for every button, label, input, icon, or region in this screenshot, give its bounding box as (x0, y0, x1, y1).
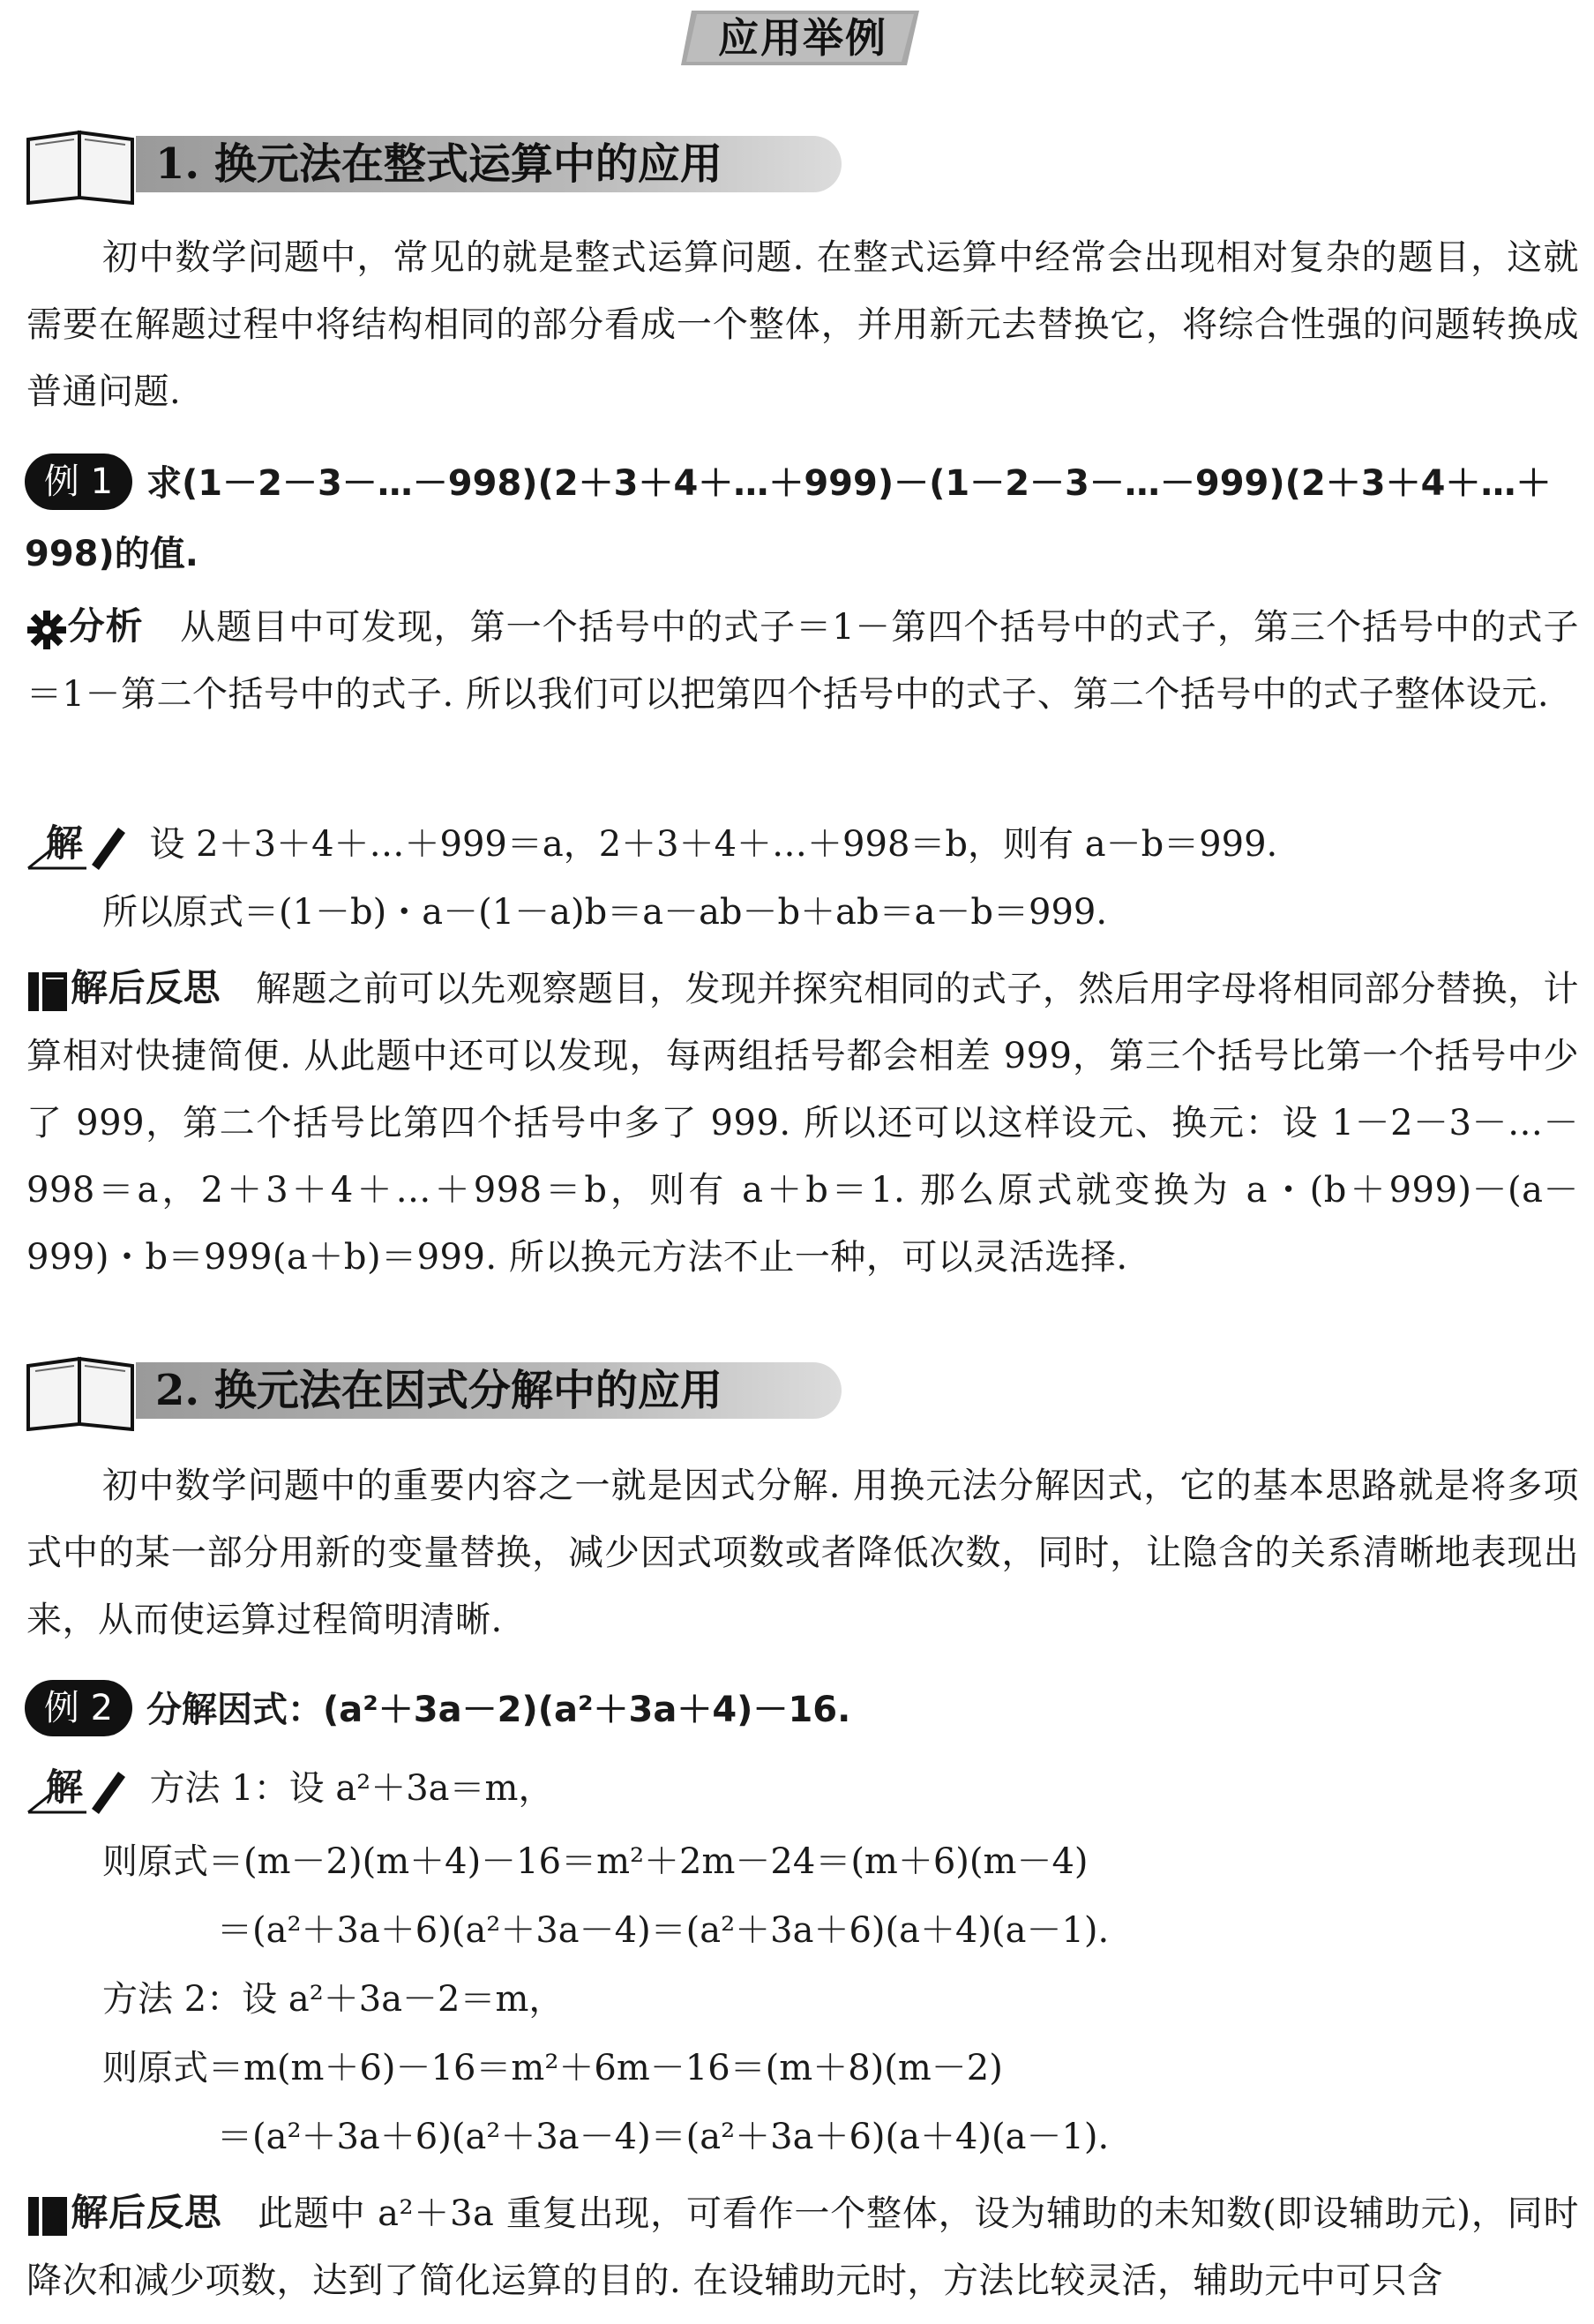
example2-line-1: 方法 1：设 a²＋3a＝m， (149, 1768, 554, 1809)
example2-line-4: 方法 2：设 a²＋3a－2＝m， (102, 1979, 565, 2020)
reflection-text: 解题之前可以先观察题目，发现并探究相同的式子，然后用字母将相同部分替换，计算相对快捷简便. 从此题中还可以发现，每两组括号都会相差 999，第三个括号比第一个括号中少了 999，第二个括号比第四个括号中多了 999. 所以还可以这样设元、换元：设 1－2－3－…－998＝a，2＋3＋4＋…＋998＝b，则有 a＋b＝1. 那么原式就变换为 a・(b＋999)－(a－999)・b＝999(a＋b)＝999. 所以换元方法不止一种，可以灵活选择. (26, 969, 1579, 1278)
example2-line-2: 则原式＝(m－2)(m＋4)－16＝m²＋2m－24＝(m＋6)(m－4) (102, 1841, 1089, 1882)
example1-question-line1: 求(1－2－3－…－998)(2＋3＋4＋…＋999)－(1－2－3－…－999)(2＋3＋4＋…＋ (146, 463, 1552, 504)
book-icon (23, 1350, 146, 1431)
example2 (25, 1675, 1577, 1745)
notebook-icon (26, 969, 71, 1015)
solution-label: 解 (46, 1765, 84, 1809)
section1-intro: 初中数学问题中，常见的就是整式运算问题. 在整式运算中经常会出现相对复杂的题目，这就需要在解题过程中将结构相同的部分看成一个整体，并用新元去替换它，将综合性强的问题转换成普通问题. (26, 237, 1579, 412)
section2-header (23, 1350, 826, 1431)
example1-question-line2: 998)的值. (25, 534, 198, 574)
example1-solution-row (25, 810, 1277, 878)
example1-solution-line2: 所以原式＝(1－b)・a－(1－a)b＝a－ab－b＋ab＝a－b＝999. (102, 892, 1108, 933)
reflection-text: 此题中 a²＋3a 重复出现，可看作一个整体，设为辅助的未知数(即设辅助元)，同时降次和减少项数，达到了简化运算的目的. 在设辅助元时，方法比较灵活，辅助元中可只含 (26, 2193, 1579, 2301)
reflection-label: 解后反思 (71, 966, 221, 1009)
analysis-text: 从题目中可发现，第一个括号中的式子＝1－第四个括号中的式子，第三个括号中的式子＝1－第二个括号中的式子. 所以我们可以把第四个括号中的式子、第二个括号中的式子整体设元. (26, 607, 1579, 715)
example2-line-3: ＝(a²＋3a＋6)(a²＋3a－4)＝(a²＋3a＋6)(a＋4)(a－1). (217, 1910, 1110, 1951)
section-banner (679, 7, 926, 69)
example1 (25, 448, 1577, 589)
example2-line-5: 则原式＝m(m＋6)－16＝m²＋6m－16＝(m＋8)(m－2) (102, 2048, 1003, 2088)
banner-title: 应用举例 (718, 14, 887, 62)
section1-title: 1. 换元法在整式运算中的应用 (155, 139, 722, 189)
example2-line-6: ＝(a²＋3a＋6)(a²＋3a－4)＝(a²＋3a＋6)(a＋4)(a－1). (217, 2117, 1110, 2157)
pen-icon (83, 1765, 127, 1818)
notebook-icon (26, 2193, 71, 2239)
reflection-label: 解后反思 (71, 2191, 222, 2234)
solution-label: 解 (46, 821, 84, 865)
example1-analysis (26, 593, 1579, 728)
book-icon (23, 124, 146, 205)
example2-reflection (26, 2179, 1579, 2320)
section2-title: 2. 换元法在因式分解中的应用 (155, 1366, 722, 1415)
gear-icon (26, 610, 67, 650)
section1-header (23, 124, 826, 205)
analysis-label: 分析 (67, 604, 144, 648)
pen-icon (83, 821, 127, 873)
example1-reflection (26, 955, 1579, 1291)
example2-badge: 例 2 (25, 1680, 132, 1736)
section2-intro: 初中数学问题中的重要内容之一就是因式分解. 用换元法分解因式，它的基本思路就是将多项式中的某一部分用新的变量替换，减少因式项数或者降低次数，同时，让隐含的关系清晰地表现出来，从而使运算过程简明清晰. (26, 1466, 1579, 1640)
example2-solution-row (25, 1754, 553, 1822)
example1-badge: 例 1 (25, 454, 132, 510)
example1-solution-line1: 设 2＋3＋4＋…＋999＝a，2＋3＋4＋…＋998＝b，则有 a－b＝999. (149, 824, 1278, 865)
example2-question: 分解因式：(a²＋3a－2)(a²＋3a＋4)－16. (146, 1690, 851, 1730)
